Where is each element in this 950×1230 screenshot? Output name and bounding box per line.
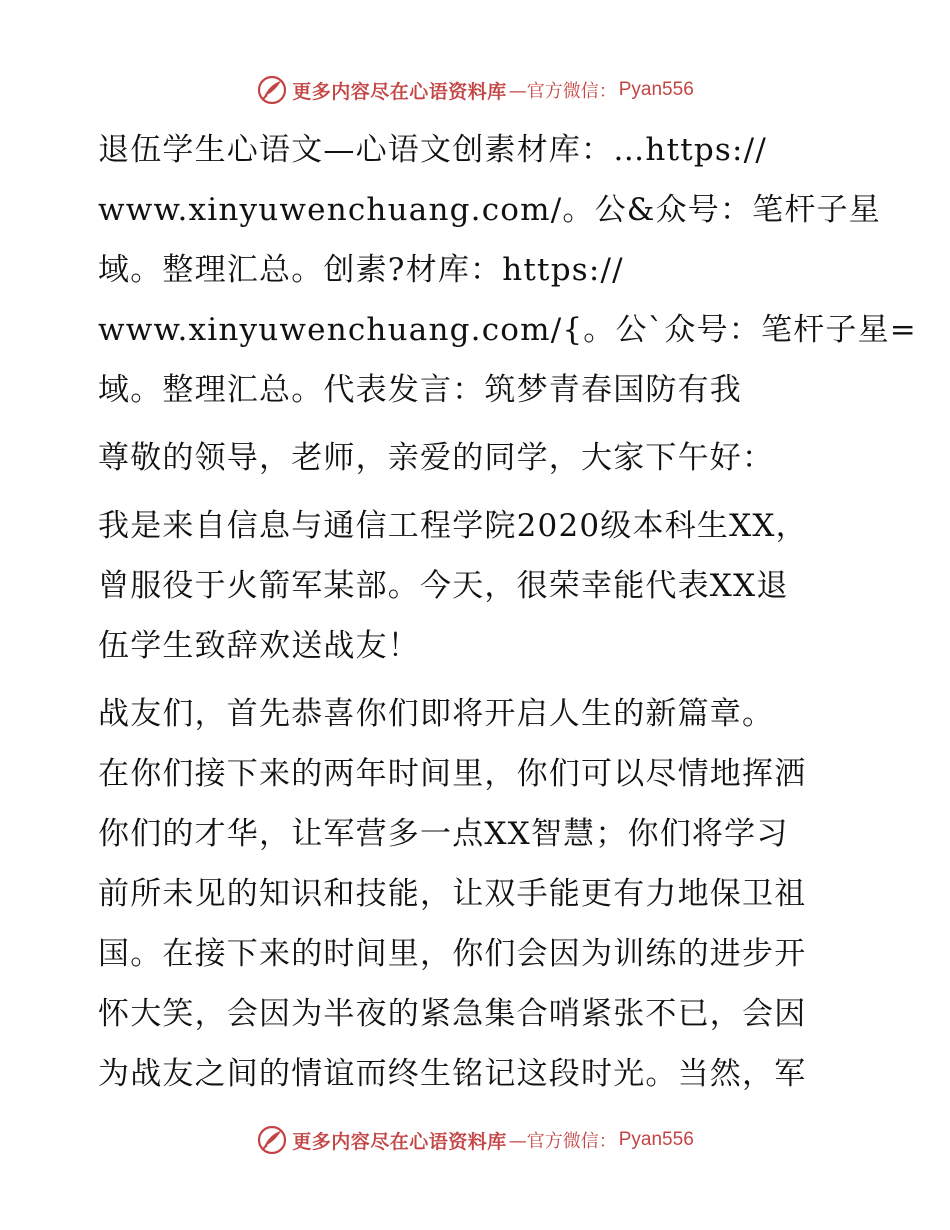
intro-paragraph: [98, 120, 917, 420]
text-line: 域。整理汇总。创素?材库：https://: [98, 252, 624, 288]
footer-watermark: [0, 1120, 950, 1160]
text-line: www.xinyuwenchuang.com/{。公`众号：笔杆子星=: [98, 312, 917, 348]
congrats-paragraph: [98, 684, 858, 1104]
text-line: 国。在接下来的时间里，你们会因为训练的进步开: [98, 936, 807, 972]
quill-logo-icon: [256, 74, 288, 106]
text-line: 战友们，首先恭喜你们即将开启人生的新篇章。: [98, 696, 775, 732]
text-line: 前所未见的知识和技能，让双手能更有力地保卫祖: [98, 876, 807, 912]
text-line: 退伍学生心语文—心语文创素材库：…https://: [98, 132, 767, 168]
document-body: [98, 120, 917, 1104]
text-line: 伍学生致辞欢送战友！: [98, 628, 420, 664]
watermark-wechat-id: Pyan556: [618, 1129, 694, 1150]
watermark-sub-text: —官方微信：: [508, 81, 617, 102]
text-line: 域。整理汇总。代表发言：筑梦青春国防有我: [98, 372, 742, 408]
header-watermark: [0, 70, 950, 110]
watermark-wechat-id: Pyan556: [618, 79, 694, 100]
watermark-main-text: 更多内容尽在心语资料库: [292, 1130, 507, 1153]
text-line: 我是来自信息与通信工程学院2020级本科生XX，: [98, 508, 808, 544]
text-line: 怀大笑，会因为半夜的紧急集合哨紧张不已，会因: [98, 996, 807, 1032]
greeting-paragraph: [98, 428, 858, 488]
text-line: 为战友之间的情谊而终生铭记这段时光。当然，军: [98, 1056, 807, 1092]
quill-logo-icon: [256, 1124, 288, 1156]
text-line: 曾服役于火箭军某部。今天，很荣幸能代表XX退: [98, 568, 789, 604]
text-line: www.xinyuwenchuang.com/。公&众号：笔杆子星: [98, 192, 881, 228]
watermark-main-text: 更多内容尽在心语资料库: [292, 80, 507, 103]
text-line: 在你们接下来的两年时间里，你们可以尽情地挥洒: [98, 756, 807, 792]
watermark-sub-text: —官方微信：: [508, 1131, 617, 1152]
text-line: 你们的才华，让军营多一点XX智慧；你们将学习: [98, 816, 789, 852]
self-intro-paragraph: [98, 496, 858, 676]
text-line: 尊敬的领导，老师，亲爱的同学，大家下午好：: [98, 440, 775, 476]
